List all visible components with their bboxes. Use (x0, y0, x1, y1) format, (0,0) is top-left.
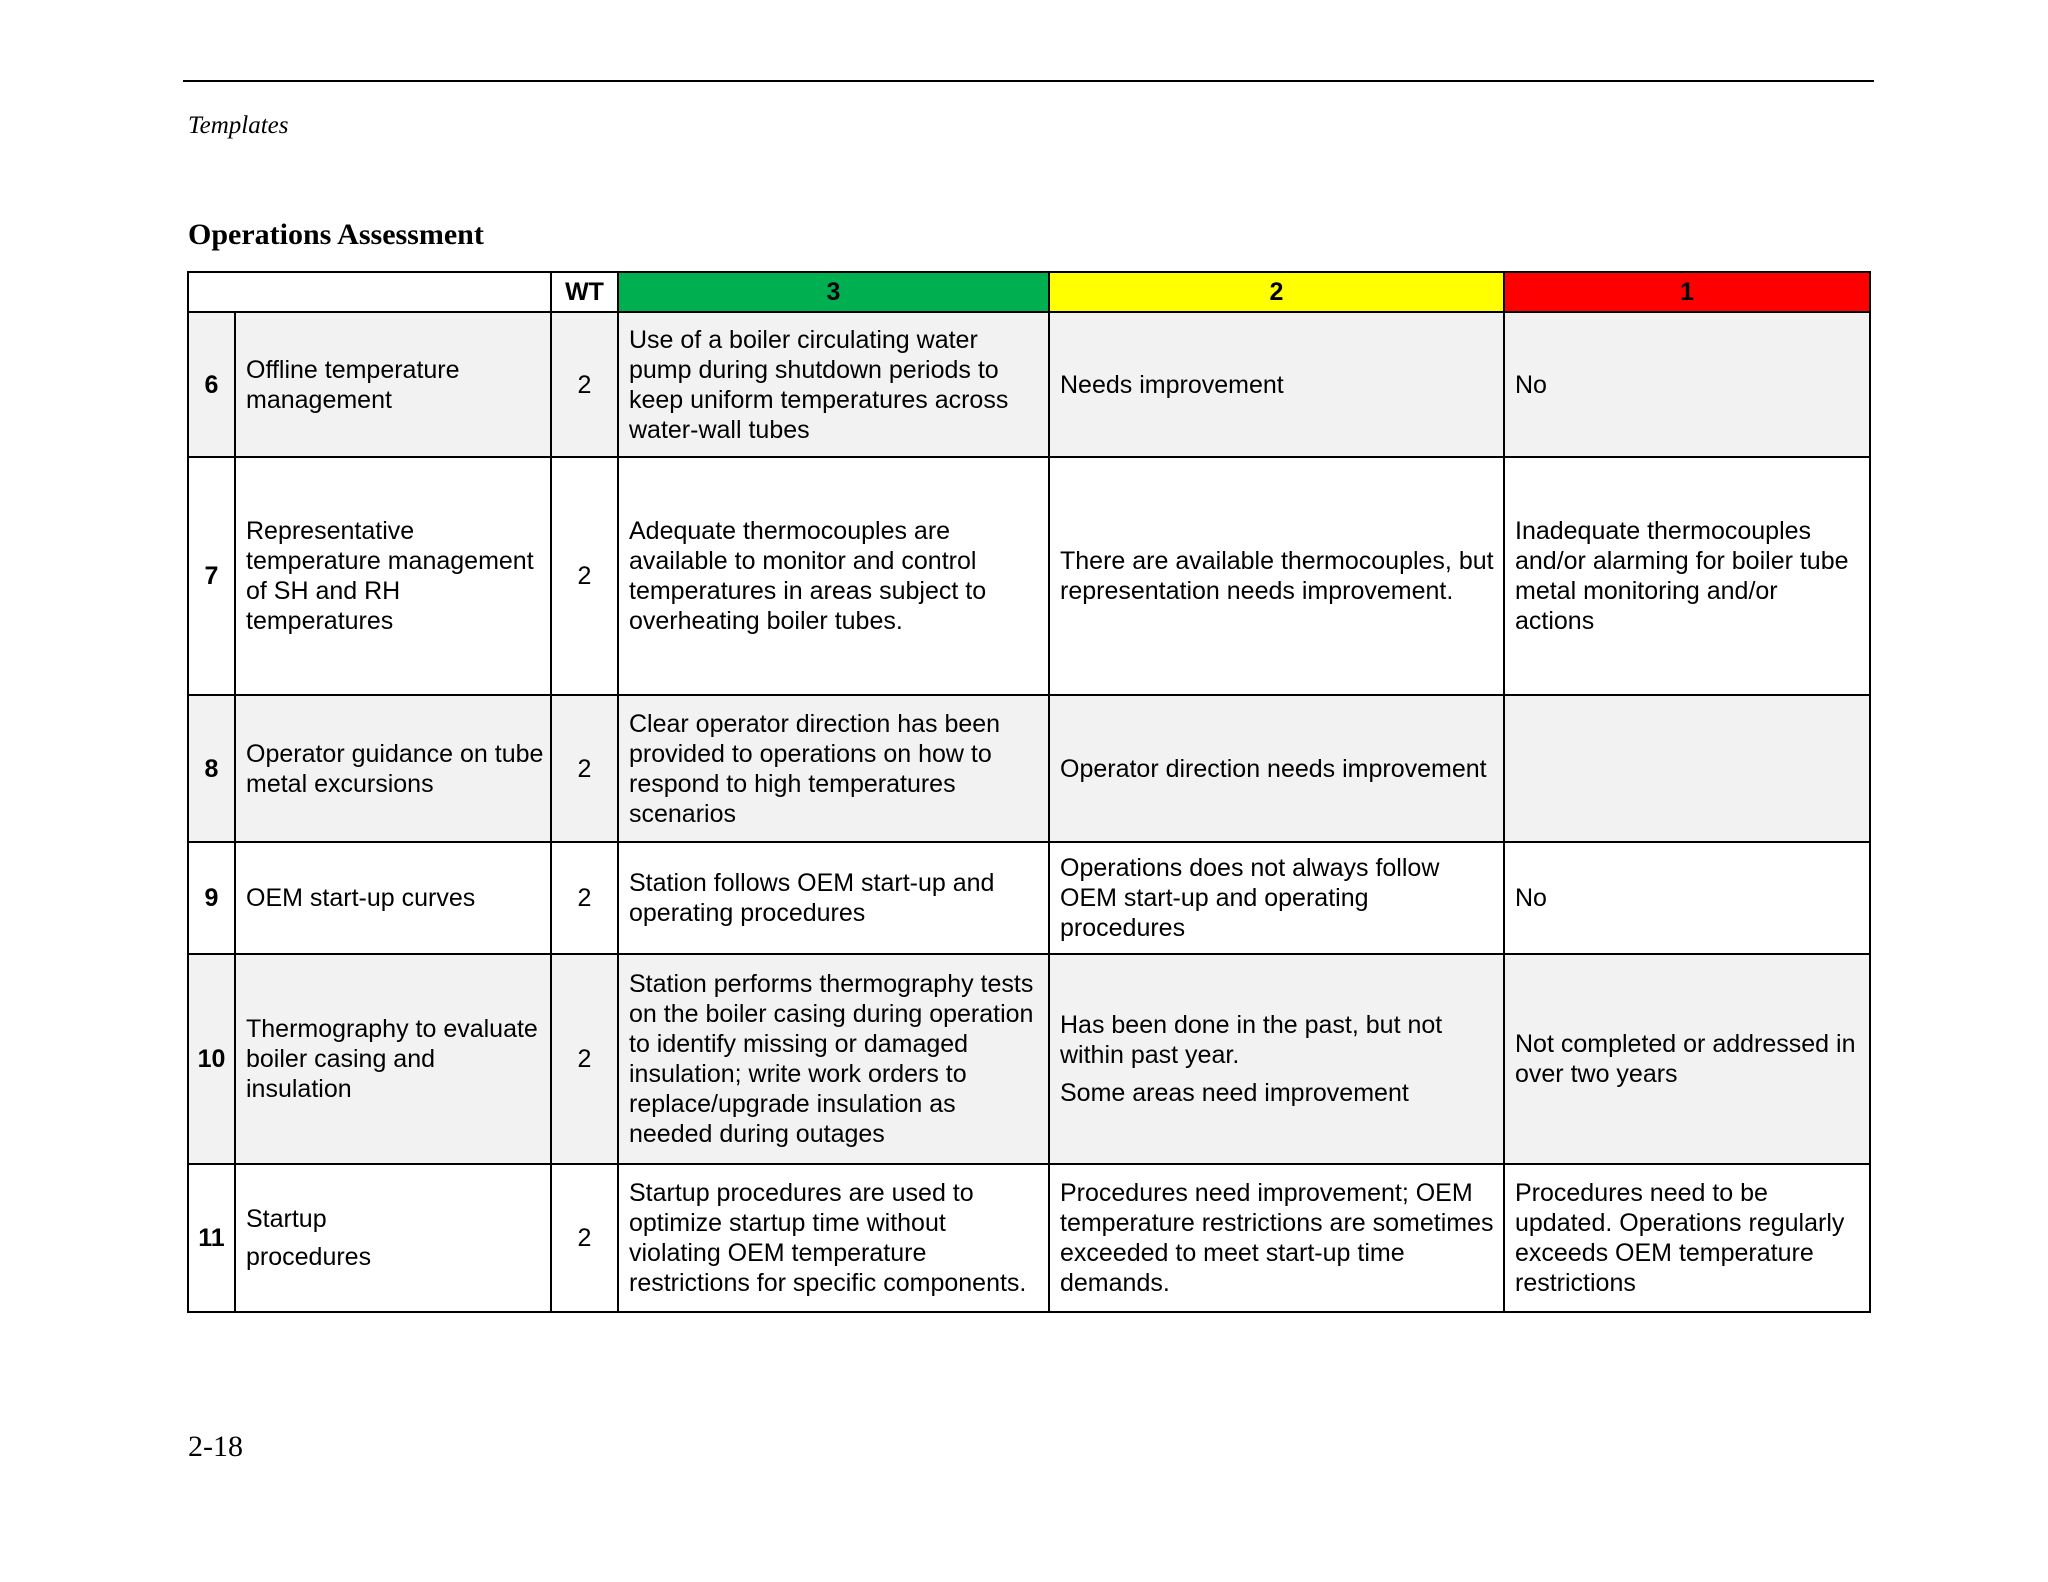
row-rating-2: Needs improvement (1049, 312, 1504, 457)
row-weight: 2 (551, 954, 618, 1164)
row-weight: 2 (551, 695, 618, 842)
header-rating-1: 1 (1504, 272, 1870, 312)
row-number: 7 (188, 457, 235, 695)
table-header-row (188, 272, 1870, 312)
row-rating-2: Operator direction needs improvement (1049, 695, 1504, 842)
row-number: 6 (188, 312, 235, 457)
row-item: Thermography to evaluate boiler casing and insulation (235, 954, 551, 1164)
page-number: 2-18 (188, 1430, 243, 1463)
row-rating-1: Procedures need to be updated. Operations regularly exceeds OEM temperature restrictions (1504, 1164, 1870, 1312)
row-item-line: Startup (246, 1205, 327, 1233)
row-rating-1: Not completed or addressed in over two years (1504, 954, 1870, 1164)
running-header: Templates (188, 112, 289, 139)
operations-assessment-table (187, 271, 1871, 1313)
row-item: Offline temperature management (235, 312, 551, 457)
row-weight: 2 (551, 457, 618, 695)
row-weight: 2 (551, 312, 618, 457)
row-rating-3: Adequate thermocouples are available to monitor and control temperatures in areas subject to overheating boiler tubes. (618, 457, 1049, 695)
row-rating-1 (1504, 695, 1870, 842)
row-item (235, 1164, 551, 1312)
table-row (188, 1164, 1870, 1312)
row-rating-3: Startup procedures are used to optimize startup time without violating OEM temperature restrictions for specific components. (618, 1164, 1049, 1312)
section-title: Operations Assessment (188, 218, 484, 251)
row-rating-3: Station follows OEM start-up and operating procedures (618, 842, 1049, 954)
row-rating-1: No (1504, 842, 1870, 954)
row-rating-1: No (1504, 312, 1870, 457)
row-item: Representative temperature management of SH and RH temperatures (235, 457, 551, 695)
header-rating-2: 2 (1049, 272, 1504, 312)
table-row (188, 312, 1870, 457)
row-number: 9 (188, 842, 235, 954)
header-rule (183, 80, 1874, 82)
row-item-line: procedures (246, 1243, 372, 1271)
header-wt: WT (551, 272, 618, 312)
row-rating-1: Inadequate thermocouples and/or alarming for boiler tube metal monitoring and/or actions (1504, 457, 1870, 695)
table-row (188, 695, 1870, 842)
header-blank-cell (188, 272, 551, 312)
row-number: 11 (188, 1164, 235, 1312)
row-rating-3: Station performs thermography tests on the boiler casing during operation to identify missing or damaged insulation; write work orders to replace/upgrade insulation as needed during outages (618, 954, 1049, 1164)
row-number: 10 (188, 954, 235, 1164)
row-number: 8 (188, 695, 235, 842)
table-row (188, 954, 1870, 1164)
row-item: OEM start-up curves (235, 842, 551, 954)
header-rating-3: 3 (618, 272, 1049, 312)
row-weight: 2 (551, 842, 618, 954)
row-weight: 2 (551, 1164, 618, 1312)
row-rating-2: There are available thermocouples, but representation needs improvement. (1049, 457, 1504, 695)
row-item: Operator guidance on tube metal excursions (235, 695, 551, 842)
row-rating-3: Use of a boiler circulating water pump during shutdown periods to keep uniform temperatures across water-wall tubes (618, 312, 1049, 457)
row-rating-2 (1049, 954, 1504, 1164)
table-row (188, 842, 1870, 954)
table-row (188, 457, 1870, 695)
rating-2-paragraph: Has been done in the past, but not within past year. (1060, 1011, 1443, 1069)
row-rating-2: Operations does not always follow OEM start-up and operating procedures (1049, 842, 1504, 954)
rating-2-paragraph: Some areas need improvement (1060, 1079, 1409, 1107)
row-rating-3: Clear operator direction has been provided to operations on how to respond to high temperatures scenarios (618, 695, 1049, 842)
row-rating-2: Procedures need improvement; OEM temperature restrictions are sometimes exceeded to meet start-up time demands. (1049, 1164, 1504, 1312)
